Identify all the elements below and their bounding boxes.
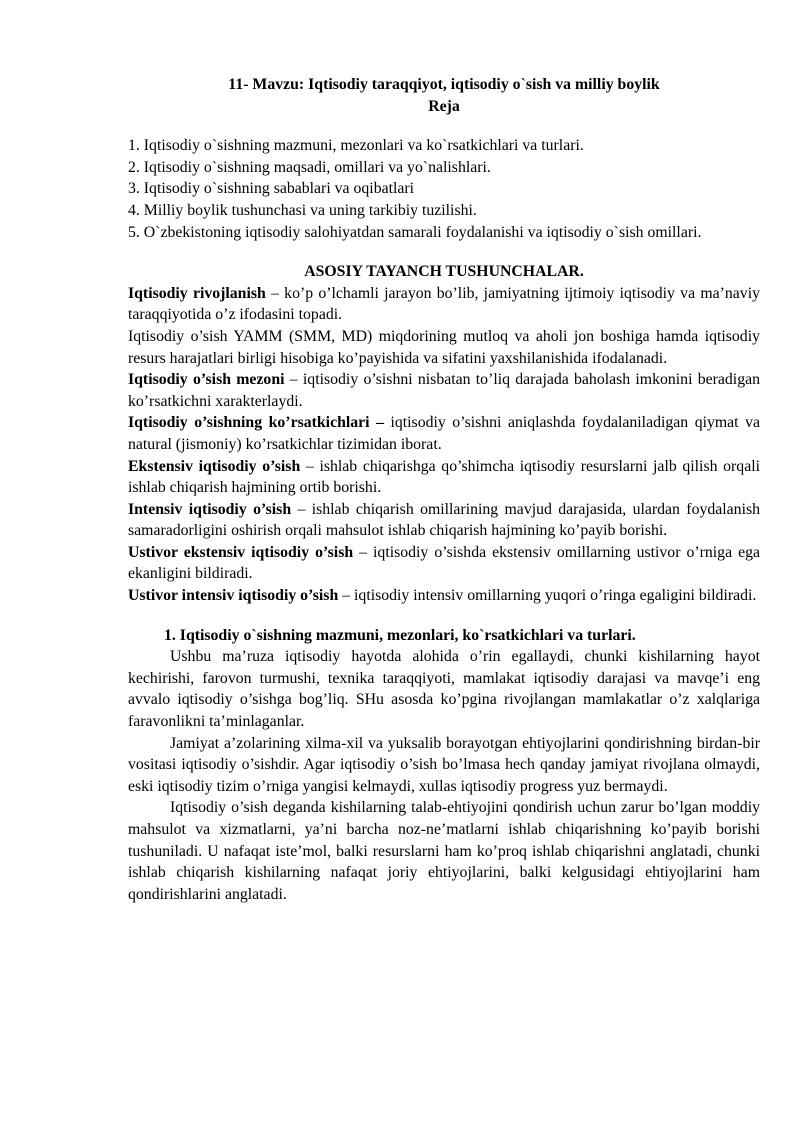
- concept-definition: [128, 585, 760, 607]
- concept-text: – iqtisodiy o’sishda ekstensiv omillarning ustivor o’rniga ega ekanligini bildiradi.: [128, 543, 760, 583]
- concept-definition: [128, 283, 760, 326]
- section-heading: 1. Iqtisodiy o`sishning mazmuni, mezonlari, ko`rsatkichlari va turlari.: [164, 626, 636, 644]
- plan-list: [128, 135, 760, 243]
- plan-label: Reja: [428, 97, 460, 115]
- concept-term: Ekstensiv iqtisodiy o’sish: [128, 457, 301, 475]
- concept-term: Intensiv iqtisodiy o’sish: [128, 500, 292, 518]
- plan-item: 2. Iqtisodiy o`sishning maqsadi, omillari va yo`nalishlari.: [128, 158, 491, 176]
- concept-text: – ishlab chiqarish omillarining mavjud darajasida, ulardan foydalanish samaradorligini oshirish orqali mahsulot ishlab chiqarish hajmining ko’payib borishi.: [128, 500, 761, 540]
- concept-term: Iqtisodiy rivojlanish: [128, 284, 266, 302]
- concept-text: iqtisodiy o’sishni aniqlashda foydalaniladigan qiymat va natural (jismoniy) ko’rsatkichlar tizimidan iborat.: [128, 414, 760, 453]
- document-content: [128, 74, 760, 905]
- concepts-heading: ASOSIY TAYANCH TUSHUNCHALAR.: [304, 263, 584, 281]
- plan-item: 5. O`zbekistoning iqtisodiy salohiyatdan samarali foydalanishi va iqtisodiy o`sish omillari.: [128, 223, 702, 241]
- page-title: 11- Mavzu: Iqtisodiy taraqqiyot, iqtisodiy o`sish va milliy boylik: [228, 76, 660, 93]
- body-paragraph: Iqtisodiy o’sish deganda kishilarning talab-ehtiyojini qondirish uchun zarur bo’lgan moddiy mahsulot va xizmatlarni, ya’ni barcha noz-ne’matlarni ishlab chiqarishning ko’payib borishi tushuniladi. U nafaqat iste’mol, balki resurslarni ham ko’proq ishlab chiqarishni anglatadi, chunki ishlab chiqarish kishilarning nafaqat joriy ehtiyojlarini, balki kelgusidagi ehtiyojlarini ham qondirishlarini anglatadi.: [128, 799, 760, 903]
- plan-item: 3. Iqtisodiy o`sishning sabablari va oqibatlari: [128, 180, 415, 198]
- concept-definition: [128, 369, 760, 412]
- concept-text: – ishlab chiqarishga qo’shimcha iqtisodiy resurslarni jalb qilish orqali ishlab chiqarish hajmining ortib borishi.: [128, 457, 760, 497]
- concept-term: Ustivor ekstensiv iqtisodiy o’sish: [128, 543, 354, 561]
- concept-text: – ko’p o’lchamli jarayon bo’lib, jamiyatning ijtimoiy iqtisodiy va ma’naviy taraqqiyotida o’z ifodasini topadi.: [128, 284, 760, 324]
- concept-definition: [128, 456, 760, 499]
- plan-item: 1. Iqtisodiy o`sishning mazmuni, mezonlari va ko`rsatkichlari va turlari.: [128, 137, 584, 155]
- concept-term: Ustivor intensiv iqtisodiy o’sish: [128, 587, 339, 605]
- concept-term: Iqtisodiy o’sishning ko’rsatkichlari –: [128, 414, 384, 432]
- concept-definition: [128, 499, 760, 542]
- body-paragraph: Jamiyat a’zolarining xilma-xil va yuksalib borayotgan ehtiyojlarini qondirishning birdan-bir vositasi iqtisodiy o’sishdir. Agar iqtisodiy o’sish bo’lmasa hech qanday jamiyat rivojlana olmaydi, eski iqtisodiy tizim o’rniga yangisi kelmaydi, xullas iqtisodiy progress yuz bermaydi.: [128, 734, 760, 795]
- concept-definition: [128, 542, 760, 585]
- concept-text: – iqtisodiy o’sishni nisbatan to’liq darajada baholash imkonini beradigan ko’rsatkichni xarakterlaydi.: [128, 371, 760, 410]
- concept-text: Iqtisodiy o’sish YAMM (SMM, MD) miqdorining mutloq va aholi jon boshiga hamda iqtisodiy resurs harajatlari birligi hisobiga ko’payishida va sifatini yaxshilanishida ifodalanadi.: [128, 327, 760, 367]
- body-paragraph: Ushbu ma’ruza iqtisodiy hayotda alohida o’rin egallaydi, chunki kishilarning hayot kechirishi, farovon turmushi, texnika taraqqiyoti, mamlakat iqtisodiy darajasi va mavqe’i eng avvalo iqtisodiy o’sishga bog’liq. SHu asosda ko’pgina rivojlangan mamlakatlar o’z xalqlariga faravonlikni ta’minlaganlar.: [128, 648, 760, 731]
- plan-item: 4. Milliy boylik tushunchasi va uning tarkibiy tuzilishi.: [128, 201, 477, 219]
- concept-term: Iqtisodiy o’sish mezoni: [128, 371, 285, 389]
- concept-definition: [128, 326, 760, 369]
- concept-definition: [128, 412, 760, 455]
- concept-text: – iqtisodiy intensiv omillarning yuqori o’ringa egaligini bildiradi.: [338, 587, 757, 605]
